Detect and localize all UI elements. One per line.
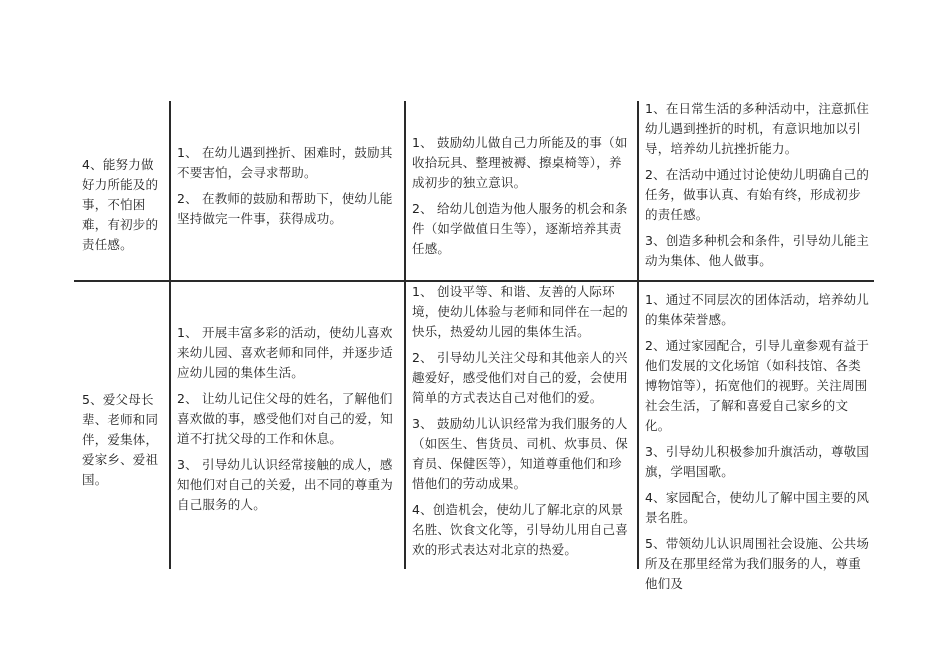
curriculum-table	[74, 101, 874, 591]
row-label-text: 4、能努力做好力所能及的事，不怕困难，有初步的责任感。	[82, 157, 159, 252]
row4-col4	[645, 99, 871, 277]
list-item: 3、 鼓励幼儿认识经常为我们服务的人（如医生、售货员、司机、炊事员、保育员、保健医等），知道尊重他们和珍惜他们的劳动成果。	[412, 416, 628, 491]
row4-col2	[177, 143, 399, 235]
column-divider-1	[169, 101, 171, 569]
list-item: 2、在活动中通过讨论使幼儿明确自己的任务，做事认真、有始有终，形成初步的责任感。	[645, 167, 870, 222]
list-item: 2、通过家园配合，引导儿童参观有益于他们发展的文化场馆（如科技馆、各类博物馆等），拓宽他们的视野。关注周围社会生活，了解和喜爱自己家乡的文化。	[645, 338, 870, 433]
list-item: 2、 给幼儿创造为他人服务的机会和条件（如学做值日生等），逐渐培养其责任感。	[412, 201, 628, 256]
list-item: 1、 在幼儿遇到挫折、困难时，鼓励其不要害怕，会寻求帮助。	[177, 145, 393, 180]
row4-col3	[412, 133, 634, 265]
list-item: 1、 鼓励幼儿做自己力所能及的事（如收拾玩具、整理被褥、擦桌椅等），养成初步的独立意识。	[412, 135, 628, 190]
list-item: 1、在日常生活的多种活动中，注意抓住幼儿遇到挫折的时机，有意识地加以引导，培养幼儿抗挫折能力。	[645, 101, 870, 156]
list-item: 2、 在教师的鼓励和帮助下，使幼儿能坚持做完一件事，获得成功。	[177, 191, 393, 226]
row5-col4	[645, 290, 871, 600]
row-label-5	[82, 390, 166, 490]
list-item: 5、带领幼儿认识周围社会设施、公共场所及在那里经常为我们服务的人，尊重他们及	[645, 536, 870, 591]
list-item: 1、通过不同层次的团体活动，培养幼儿的集体荣誉感。	[645, 292, 870, 327]
list-item: 3、引导幼儿积极参加升旗活动，尊敬国旗，学唱国歌。	[645, 444, 870, 479]
list-item: 3、创造多种机会和条件，引导幼儿能主动为集体、他人做事。	[645, 233, 870, 268]
list-item: 1、 创设平等、和谐、友善的人际环境，使幼儿体验与老师和同伴在一起的快乐，热爱幼儿园的集体生活。	[412, 284, 628, 339]
list-item: 4、创造机会，使幼儿了解北京的风景名胜、饮食文化等，引导幼儿用自己喜欢的形式表达对北京的热爱。	[412, 502, 628, 557]
list-item: 1、 开展丰富多彩的活动，使幼儿喜欢来幼儿园、喜欢老师和同伴，并逐步适应幼儿园的集体生活。	[177, 325, 393, 380]
row-label-text: 5、爱父母长辈、老师和同伴，爱集体，爱家乡、爱祖国。	[82, 392, 159, 487]
row5-col3	[412, 282, 634, 566]
column-divider-3	[637, 101, 639, 569]
row-label-4	[82, 155, 166, 255]
row5-col2	[177, 323, 399, 521]
list-item: 2、 让幼儿记住父母的姓名，了解他们喜欢做的事，感受他们对自己的爱，知道不打扰父母的工作和休息。	[177, 391, 393, 446]
list-item: 3、 引导幼儿认识经常接触的成人，感知他们对自己的关爱，出不同的尊重为自己服务的人。	[177, 457, 393, 512]
list-item: 4、家园配合，使幼儿了解中国主要的风景名胜。	[645, 490, 870, 525]
column-divider-2	[404, 101, 406, 569]
list-item: 2、 引导幼儿关注父母和其他亲人的兴趣爱好，感受他们对自己的爱，会使用简单的方式表达自己对他们的爱。	[412, 350, 628, 405]
